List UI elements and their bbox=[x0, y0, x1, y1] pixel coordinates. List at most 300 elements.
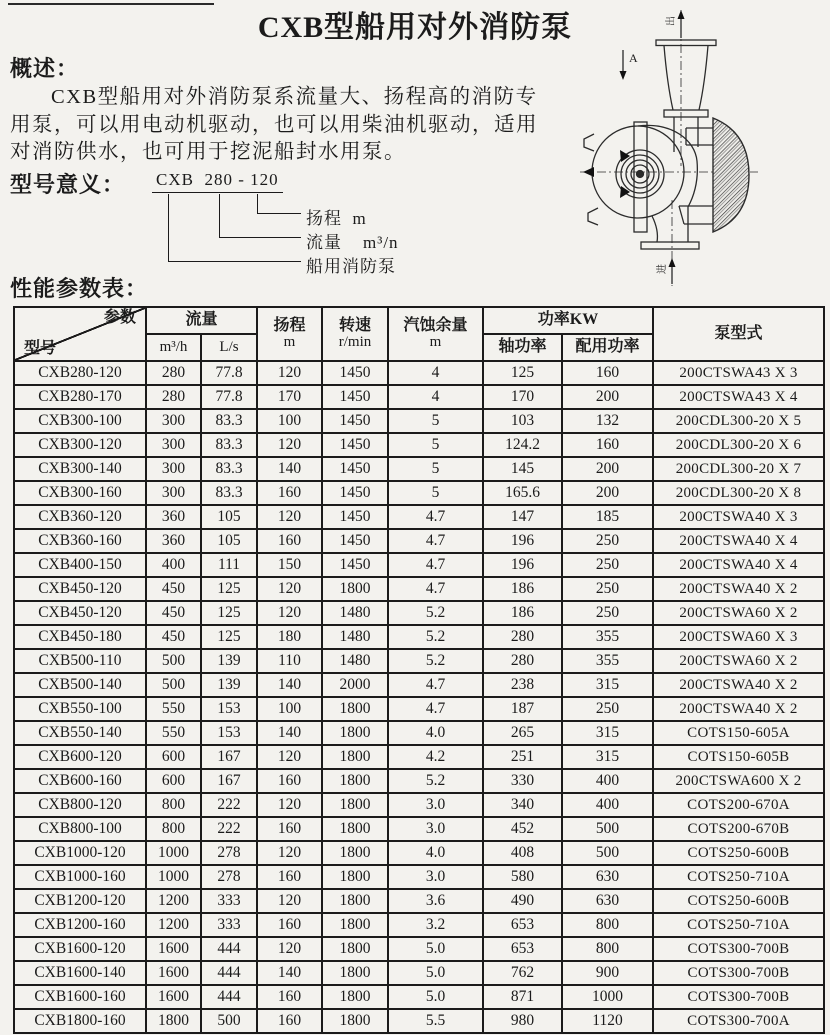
cell-speed: 1800 bbox=[322, 817, 388, 841]
table-row bbox=[14, 577, 824, 601]
cell-rated-power: 355 bbox=[562, 649, 653, 673]
table-row bbox=[14, 409, 824, 433]
header-speed-unit: r/min bbox=[338, 333, 372, 350]
cell-model: CXB800-120 bbox=[14, 793, 146, 817]
cell-flow-m3h: 1800 bbox=[146, 1009, 201, 1033]
cell-pump-type: COTS250-710A bbox=[653, 865, 824, 889]
cell-shaft-power: 871 bbox=[483, 985, 562, 1009]
cell-speed: 1800 bbox=[322, 841, 388, 865]
cell-speed: 1800 bbox=[322, 1009, 388, 1033]
cell-model: CXB550-100 bbox=[14, 697, 146, 721]
cell-pump-type: 200CDL300-20 X 5 bbox=[653, 409, 824, 433]
cell-pump-type: 200CTSWA40 X 4 bbox=[653, 529, 824, 553]
cell-shaft-power: 340 bbox=[483, 793, 562, 817]
corner-params-label: 参数 bbox=[103, 309, 136, 326]
cell-model: CXB550-140 bbox=[14, 721, 146, 745]
cell-speed: 1450 bbox=[322, 553, 388, 577]
table-row bbox=[14, 361, 824, 385]
cell-head: 140 bbox=[257, 961, 322, 985]
cell-flow-m3h: 1000 bbox=[146, 841, 201, 865]
cell-head: 120 bbox=[257, 361, 322, 385]
cell-pump-type: 200CTSWA40 X 2 bbox=[653, 577, 824, 601]
cell-npsh: 4.7 bbox=[388, 577, 483, 601]
cell-model: CXB400-150 bbox=[14, 553, 146, 577]
cell-npsh: 5.0 bbox=[388, 937, 483, 961]
cell-npsh: 4.7 bbox=[388, 673, 483, 697]
cell-model: CXB1200-120 bbox=[14, 889, 146, 913]
cell-flow-ls: 83.3 bbox=[201, 409, 257, 433]
cell-speed: 1800 bbox=[322, 721, 388, 745]
cell-flow-ls: 125 bbox=[201, 625, 257, 649]
cell-head: 120 bbox=[257, 889, 322, 913]
cell-flow-m3h: 450 bbox=[146, 601, 201, 625]
header-flow: 流量 bbox=[146, 307, 257, 334]
cell-shaft-power: 147 bbox=[483, 505, 562, 529]
table-row bbox=[14, 961, 824, 985]
cell-flow-ls: 167 bbox=[201, 769, 257, 793]
cell-speed: 1800 bbox=[322, 937, 388, 961]
cell-rated-power: 315 bbox=[562, 745, 653, 769]
cell-rated-power: 200 bbox=[562, 385, 653, 409]
cell-speed: 1480 bbox=[322, 625, 388, 649]
cell-flow-ls: 125 bbox=[201, 577, 257, 601]
cell-speed: 1800 bbox=[322, 769, 388, 793]
cell-head: 160 bbox=[257, 1009, 322, 1033]
cell-head: 100 bbox=[257, 409, 322, 433]
cell-rated-power: 315 bbox=[562, 721, 653, 745]
cell-flow-ls: 153 bbox=[201, 697, 257, 721]
cell-shaft-power: 251 bbox=[483, 745, 562, 769]
cell-model: CXB300-160 bbox=[14, 481, 146, 505]
header-rated-power: 配用功率 bbox=[562, 334, 653, 361]
cell-npsh: 3.0 bbox=[388, 817, 483, 841]
cell-flow-ls: 222 bbox=[201, 817, 257, 841]
overview-heading: 概述： bbox=[10, 56, 80, 81]
table-row bbox=[14, 433, 824, 457]
cell-shaft-power: 580 bbox=[483, 865, 562, 889]
cell-shaft-power: 196 bbox=[483, 553, 562, 577]
cell-npsh: 4 bbox=[388, 361, 483, 385]
cell-head: 170 bbox=[257, 385, 322, 409]
cell-flow-m3h: 1600 bbox=[146, 937, 201, 961]
cell-rated-power: 185 bbox=[562, 505, 653, 529]
cell-npsh: 3.0 bbox=[388, 865, 483, 889]
table-row bbox=[14, 601, 824, 625]
outlet-direction-label: 出 bbox=[666, 16, 677, 26]
cell-pump-type: COTS300-700B bbox=[653, 961, 824, 985]
cell-speed: 1800 bbox=[322, 697, 388, 721]
cell-head: 160 bbox=[257, 985, 322, 1009]
cell-shaft-power: 762 bbox=[483, 961, 562, 985]
cell-rated-power: 800 bbox=[562, 913, 653, 937]
cell-npsh: 5 bbox=[388, 481, 483, 505]
table-row bbox=[14, 1009, 824, 1033]
cell-flow-ls: 444 bbox=[201, 961, 257, 985]
cell-rated-power: 500 bbox=[562, 817, 653, 841]
cell-flow-ls: 83.3 bbox=[201, 457, 257, 481]
cell-head: 140 bbox=[257, 721, 322, 745]
cell-model: CXB500-140 bbox=[14, 673, 146, 697]
cell-npsh: 5.2 bbox=[388, 601, 483, 625]
header-speed-label: 转速 bbox=[339, 316, 372, 334]
cell-rated-power: 160 bbox=[562, 433, 653, 457]
cell-pump-type: COTS150-605A bbox=[653, 721, 824, 745]
cell-flow-ls: 500 bbox=[201, 1009, 257, 1033]
cell-shaft-power: 196 bbox=[483, 529, 562, 553]
cell-npsh: 4.7 bbox=[388, 529, 483, 553]
cell-pump-type: COTS200-670B bbox=[653, 817, 824, 841]
header-npsh-label: 汽蚀余量 bbox=[403, 316, 468, 334]
table-row bbox=[14, 529, 824, 553]
table-row bbox=[14, 505, 824, 529]
inlet-direction-label: 进 bbox=[657, 264, 668, 274]
cell-rated-power: 500 bbox=[562, 841, 653, 865]
cell-flow-m3h: 360 bbox=[146, 529, 201, 553]
cell-pump-type: COTS250-710A bbox=[653, 913, 824, 937]
cell-rated-power: 400 bbox=[562, 793, 653, 817]
cell-head: 110 bbox=[257, 649, 322, 673]
cell-flow-ls: 278 bbox=[201, 841, 257, 865]
cell-pump-type: 200CDL300-20 X 8 bbox=[653, 481, 824, 505]
cell-model: CXB450-120 bbox=[14, 601, 146, 625]
table-row bbox=[14, 793, 824, 817]
cell-npsh: 5 bbox=[388, 457, 483, 481]
cell-flow-m3h: 600 bbox=[146, 745, 201, 769]
cell-head: 140 bbox=[257, 457, 322, 481]
cell-shaft-power: 165.6 bbox=[483, 481, 562, 505]
cell-model: CXB280-170 bbox=[14, 385, 146, 409]
cell-pump-type: 200CTSWA40 X 4 bbox=[653, 553, 824, 577]
connector-line-pump bbox=[168, 194, 301, 262]
header-pump-type: 泵型式 bbox=[653, 307, 824, 361]
cell-head: 140 bbox=[257, 673, 322, 697]
cell-model: CXB360-120 bbox=[14, 505, 146, 529]
cell-npsh: 5 bbox=[388, 433, 483, 457]
cell-model: CXB800-100 bbox=[14, 817, 146, 841]
cell-flow-m3h: 550 bbox=[146, 721, 201, 745]
overview-line: 对消防供水，也可用于挖泥船封水用泵。 bbox=[10, 141, 406, 163]
cell-head: 180 bbox=[257, 625, 322, 649]
cell-npsh: 5 bbox=[388, 409, 483, 433]
header-npsh-unit: m bbox=[429, 333, 442, 350]
cell-pump-type: COTS300-700B bbox=[653, 985, 824, 1009]
cell-flow-ls: 333 bbox=[201, 913, 257, 937]
cell-pump-type: 200CTSWA40 X 2 bbox=[653, 697, 824, 721]
cell-model: CXB300-120 bbox=[14, 433, 146, 457]
cell-pump-type: 200CTSWA40 X 2 bbox=[653, 673, 824, 697]
cell-flow-m3h: 500 bbox=[146, 673, 201, 697]
cell-speed: 1800 bbox=[322, 793, 388, 817]
cell-pump-type: 200CDL300-20 X 6 bbox=[653, 433, 824, 457]
cell-head: 160 bbox=[257, 817, 322, 841]
table-row bbox=[14, 697, 824, 721]
model-meaning-heading: 型号意义： bbox=[10, 172, 126, 197]
table-row bbox=[14, 625, 824, 649]
cell-head: 150 bbox=[257, 553, 322, 577]
cell-npsh: 5.2 bbox=[388, 625, 483, 649]
cell-shaft-power: 103 bbox=[483, 409, 562, 433]
cell-flow-m3h: 280 bbox=[146, 361, 201, 385]
cell-speed: 1800 bbox=[322, 961, 388, 985]
cell-speed: 1450 bbox=[322, 457, 388, 481]
cell-head: 120 bbox=[257, 841, 322, 865]
cell-head: 120 bbox=[257, 601, 322, 625]
cell-npsh: 4 bbox=[388, 385, 483, 409]
cell-model: CXB1000-160 bbox=[14, 865, 146, 889]
corner-model-label: 型号 bbox=[24, 340, 57, 358]
model-label-head: 扬程 m bbox=[306, 209, 367, 228]
table-row bbox=[14, 817, 824, 841]
cell-npsh: 4.7 bbox=[388, 697, 483, 721]
table-row bbox=[14, 985, 824, 1009]
cell-head: 120 bbox=[257, 745, 322, 769]
cell-head: 160 bbox=[257, 913, 322, 937]
cell-flow-ls: 105 bbox=[201, 529, 257, 553]
cell-speed: 1800 bbox=[322, 889, 388, 913]
cell-pump-type: 200CTSWA60 X 2 bbox=[653, 649, 824, 673]
cell-pump-type: 200CTSWA40 X 3 bbox=[653, 505, 824, 529]
cell-rated-power: 250 bbox=[562, 577, 653, 601]
corner-cell bbox=[14, 307, 146, 361]
table-row bbox=[14, 721, 824, 745]
cell-head: 160 bbox=[257, 529, 322, 553]
cell-pump-type: COTS200-670A bbox=[653, 793, 824, 817]
cell-rated-power: 132 bbox=[562, 409, 653, 433]
table-row bbox=[14, 841, 824, 865]
cell-rated-power: 800 bbox=[562, 937, 653, 961]
table-row bbox=[14, 769, 824, 793]
cell-flow-ls: 125 bbox=[201, 601, 257, 625]
cell-model: CXB1600-120 bbox=[14, 937, 146, 961]
cell-shaft-power: 170 bbox=[483, 385, 562, 409]
cell-npsh: 3.0 bbox=[388, 793, 483, 817]
cell-rated-power: 1000 bbox=[562, 985, 653, 1009]
cell-flow-m3h: 800 bbox=[146, 793, 201, 817]
cell-model: CXB280-120 bbox=[14, 361, 146, 385]
table-row bbox=[14, 865, 824, 889]
cell-npsh: 5.0 bbox=[388, 961, 483, 985]
cell-flow-m3h: 1200 bbox=[146, 913, 201, 937]
cell-flow-ls: 153 bbox=[201, 721, 257, 745]
cell-speed: 1450 bbox=[322, 385, 388, 409]
cell-flow-m3h: 300 bbox=[146, 409, 201, 433]
cell-pump-type: 200CDL300-20 X 7 bbox=[653, 457, 824, 481]
cell-rated-power: 200 bbox=[562, 457, 653, 481]
cell-npsh: 3.6 bbox=[388, 889, 483, 913]
cell-flow-ls: 77.8 bbox=[201, 361, 257, 385]
table-row bbox=[14, 385, 824, 409]
cell-model: CXB500-110 bbox=[14, 649, 146, 673]
cell-head: 120 bbox=[257, 577, 322, 601]
cell-flow-ls: 83.3 bbox=[201, 433, 257, 457]
cell-head: 160 bbox=[257, 769, 322, 793]
overview-paragraph bbox=[10, 84, 566, 167]
cell-npsh: 5.2 bbox=[388, 769, 483, 793]
cell-model: CXB1200-160 bbox=[14, 913, 146, 937]
performance-table bbox=[13, 306, 825, 1034]
cell-model: CXB1800-160 bbox=[14, 1009, 146, 1033]
table-row bbox=[14, 937, 824, 961]
cell-pump-type: COTS300-700B bbox=[653, 937, 824, 961]
cell-flow-ls: 83.3 bbox=[201, 481, 257, 505]
cell-head: 120 bbox=[257, 937, 322, 961]
model-example-code: CXB 280 - 120 bbox=[152, 170, 283, 193]
cell-speed: 1800 bbox=[322, 913, 388, 937]
cell-npsh: 5.2 bbox=[388, 649, 483, 673]
page-title: CXB型船用对外消防泵 bbox=[257, 11, 573, 44]
cell-rated-power: 900 bbox=[562, 961, 653, 985]
cell-flow-m3h: 280 bbox=[146, 385, 201, 409]
cell-pump-type: COTS250-600B bbox=[653, 889, 824, 913]
cell-shaft-power: 408 bbox=[483, 841, 562, 865]
cell-speed: 1800 bbox=[322, 985, 388, 1009]
cell-shaft-power: 125 bbox=[483, 361, 562, 385]
cell-flow-m3h: 1600 bbox=[146, 961, 201, 985]
cell-flow-ls: 444 bbox=[201, 937, 257, 961]
cell-flow-ls: 139 bbox=[201, 673, 257, 697]
table-row bbox=[14, 457, 824, 481]
cell-shaft-power: 330 bbox=[483, 769, 562, 793]
cell-shaft-power: 238 bbox=[483, 673, 562, 697]
cell-flow-ls: 222 bbox=[201, 793, 257, 817]
cell-speed: 1450 bbox=[322, 505, 388, 529]
header-speed bbox=[322, 307, 388, 361]
cell-flow-m3h: 300 bbox=[146, 433, 201, 457]
cell-rated-power: 250 bbox=[562, 601, 653, 625]
model-label-flow: 流量 m³/n bbox=[306, 233, 399, 252]
cell-npsh: 4.7 bbox=[388, 553, 483, 577]
cell-speed: 1450 bbox=[322, 433, 388, 457]
header-head-label: 扬程 bbox=[273, 316, 306, 334]
cell-rated-power: 630 bbox=[562, 889, 653, 913]
model-label-pump: 船用消防泵 bbox=[306, 257, 396, 276]
table-row bbox=[14, 553, 824, 577]
cell-flow-m3h: 450 bbox=[146, 577, 201, 601]
cell-flow-ls: 444 bbox=[201, 985, 257, 1009]
cell-pump-type: 200CTSWA60 X 2 bbox=[653, 601, 824, 625]
cell-speed: 1480 bbox=[322, 601, 388, 625]
cell-flow-m3h: 600 bbox=[146, 769, 201, 793]
table-row bbox=[14, 673, 824, 697]
cell-model: CXB1600-160 bbox=[14, 985, 146, 1009]
cell-shaft-power: 186 bbox=[483, 577, 562, 601]
cell-shaft-power: 490 bbox=[483, 889, 562, 913]
cell-speed: 1450 bbox=[322, 529, 388, 553]
cell-pump-type: 200CTSWA43 X 3 bbox=[653, 361, 824, 385]
cell-rated-power: 1120 bbox=[562, 1009, 653, 1033]
cell-model: CXB300-140 bbox=[14, 457, 146, 481]
cell-flow-m3h: 360 bbox=[146, 505, 201, 529]
cell-npsh: 3.2 bbox=[388, 913, 483, 937]
table-header-row-1 bbox=[14, 307, 824, 334]
cell-model: CXB1600-140 bbox=[14, 961, 146, 985]
cell-rated-power: 400 bbox=[562, 769, 653, 793]
header-shaft-power: 轴功率 bbox=[483, 334, 562, 361]
cell-flow-m3h: 550 bbox=[146, 697, 201, 721]
cell-flow-ls: 111 bbox=[201, 553, 257, 577]
cell-flow-m3h: 450 bbox=[146, 625, 201, 649]
cell-shaft-power: 280 bbox=[483, 625, 562, 649]
cell-flow-m3h: 400 bbox=[146, 553, 201, 577]
cell-flow-m3h: 800 bbox=[146, 817, 201, 841]
cell-head: 120 bbox=[257, 433, 322, 457]
cell-rated-power: 250 bbox=[562, 697, 653, 721]
cell-head: 100 bbox=[257, 697, 322, 721]
cell-flow-m3h: 1000 bbox=[146, 865, 201, 889]
table-row bbox=[14, 649, 824, 673]
header-head bbox=[257, 307, 322, 361]
cell-flow-ls: 167 bbox=[201, 745, 257, 769]
cell-speed: 1800 bbox=[322, 865, 388, 889]
cell-speed: 1450 bbox=[322, 361, 388, 385]
cell-shaft-power: 187 bbox=[483, 697, 562, 721]
cell-speed: 1450 bbox=[322, 409, 388, 433]
cell-pump-type: COTS150-605B bbox=[653, 745, 824, 769]
pump-outline bbox=[580, 10, 758, 286]
cell-npsh: 4.0 bbox=[388, 721, 483, 745]
cell-model: CXB600-120 bbox=[14, 745, 146, 769]
cell-shaft-power: 265 bbox=[483, 721, 562, 745]
cell-flow-ls: 105 bbox=[201, 505, 257, 529]
cell-pump-type: COTS300-700A bbox=[653, 1009, 824, 1033]
cell-pump-type: COTS250-600B bbox=[653, 841, 824, 865]
cell-model: CXB450-180 bbox=[14, 625, 146, 649]
table-row bbox=[14, 913, 824, 937]
cell-flow-m3h: 300 bbox=[146, 457, 201, 481]
table-row bbox=[14, 745, 824, 769]
cell-model: CXB1000-120 bbox=[14, 841, 146, 865]
cell-rated-power: 250 bbox=[562, 553, 653, 577]
table-row bbox=[14, 889, 824, 913]
cell-head: 160 bbox=[257, 481, 322, 505]
cell-flow-ls: 278 bbox=[201, 865, 257, 889]
cell-model: CXB360-160 bbox=[14, 529, 146, 553]
header-npsh bbox=[388, 307, 483, 361]
overview-line: CXB型船用对外消防泵系流量大、扬程高的消防专 bbox=[51, 86, 538, 108]
cell-speed: 2000 bbox=[322, 673, 388, 697]
cell-npsh: 4.0 bbox=[388, 841, 483, 865]
cell-npsh: 4.7 bbox=[388, 505, 483, 529]
pump-drawing bbox=[576, 0, 826, 290]
cell-flow-m3h: 300 bbox=[146, 481, 201, 505]
cell-shaft-power: 124.2 bbox=[483, 433, 562, 457]
cell-speed: 1480 bbox=[322, 649, 388, 673]
cell-speed: 1800 bbox=[322, 745, 388, 769]
cell-pump-type: 200CTSWA43 X 4 bbox=[653, 385, 824, 409]
cell-flow-ls: 77.8 bbox=[201, 385, 257, 409]
section-a-label: A bbox=[629, 51, 638, 65]
cell-model: CXB450-120 bbox=[14, 577, 146, 601]
cell-shaft-power: 980 bbox=[483, 1009, 562, 1033]
cell-head: 160 bbox=[257, 865, 322, 889]
cell-rated-power: 630 bbox=[562, 865, 653, 889]
overview-line: 用泵，可以用电动机驱动，也可以用柴油机驱动，适用 bbox=[10, 113, 538, 136]
cell-flow-ls: 333 bbox=[201, 889, 257, 913]
cell-rated-power: 200 bbox=[562, 481, 653, 505]
cell-shaft-power: 145 bbox=[483, 457, 562, 481]
cell-shaft-power: 653 bbox=[483, 937, 562, 961]
cell-speed: 1800 bbox=[322, 577, 388, 601]
cell-rated-power: 355 bbox=[562, 625, 653, 649]
cell-shaft-power: 452 bbox=[483, 817, 562, 841]
cell-flow-m3h: 1200 bbox=[146, 889, 201, 913]
cell-model: CXB300-100 bbox=[14, 409, 146, 433]
header-power: 功率KW bbox=[483, 307, 653, 334]
cell-rated-power: 250 bbox=[562, 529, 653, 553]
cell-pump-type: 200CTSWA600 X 2 bbox=[653, 769, 824, 793]
cell-npsh: 5.5 bbox=[388, 1009, 483, 1033]
cell-shaft-power: 653 bbox=[483, 913, 562, 937]
